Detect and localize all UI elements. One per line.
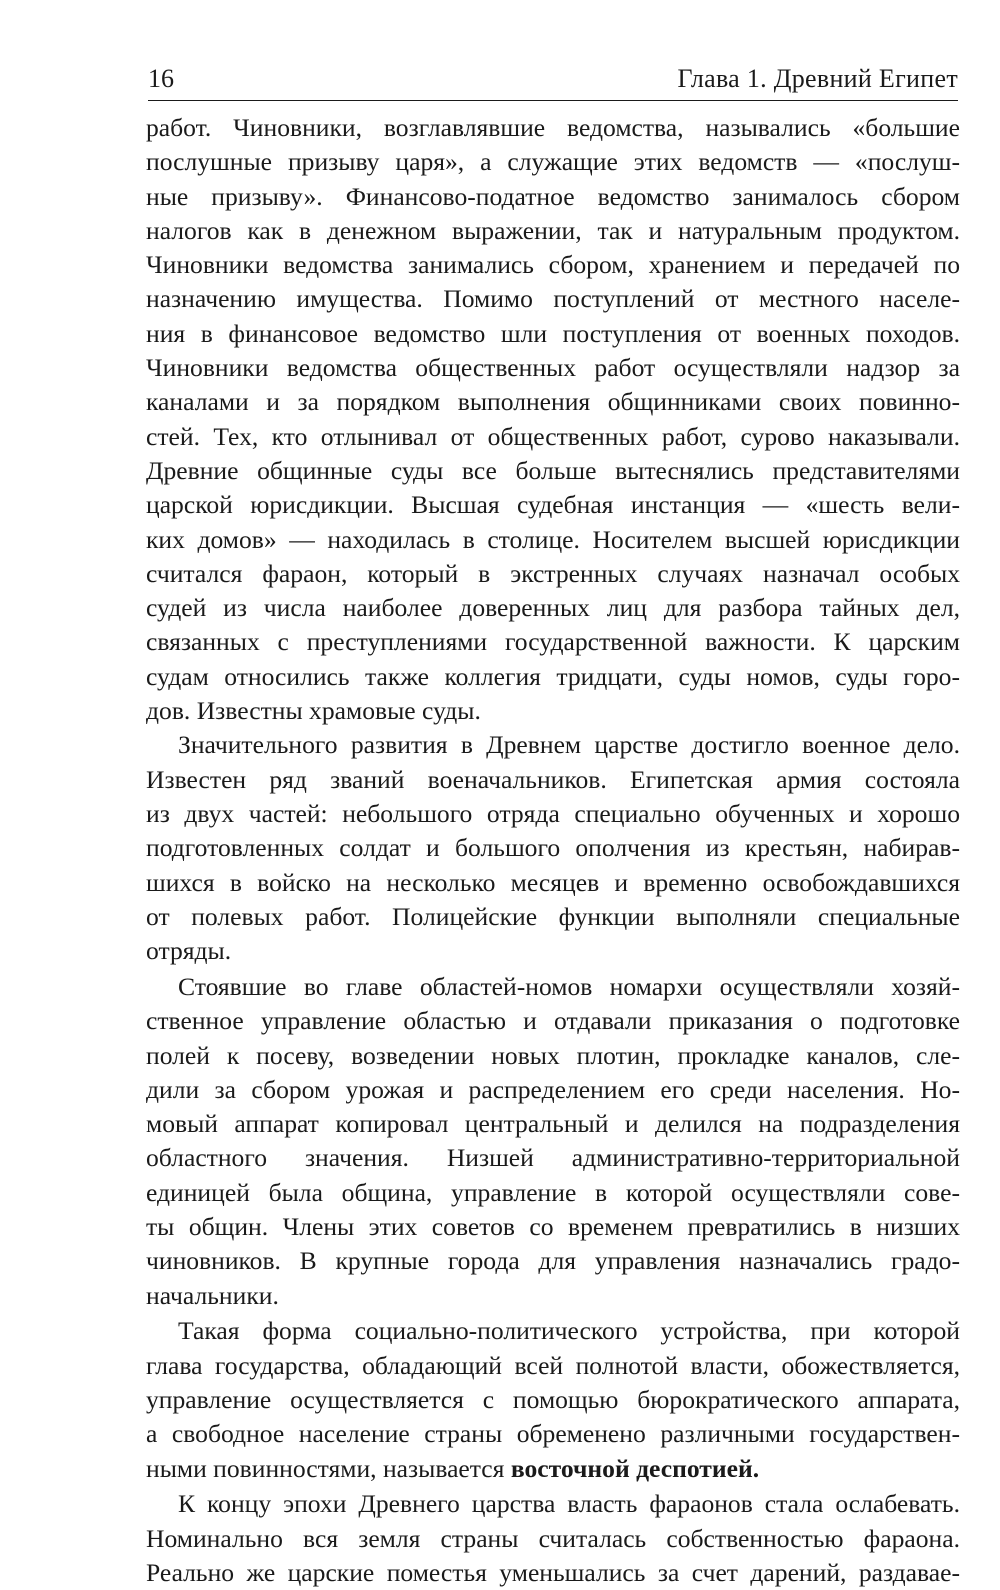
text-line: Номинально вся земля страны считалась собственностью фараона. [146,1523,960,1553]
text-line: считался фараон, который в экстренных случаях назначал особых [146,558,960,588]
paragraph-5 [146,1487,960,1590]
paragraph-2 [146,728,960,968]
highlighted-term: восточной деспотией [510,1453,753,1483]
text-line: назначению имущества. Помимо поступлений от местного населе- [146,284,960,314]
text-line: дили за сбором урожая и распределением его среди населения. Но- [146,1074,960,1104]
text-line: Стоявшие во главе областей-номов номархи осуществляли хозяй- [178,971,960,1001]
text-line: ких домов» — находилась в столице. Носителем высшей юрисдикции [146,524,960,554]
text-line: судам относились также коллегия тридцати, суды номов, суды горо- [146,661,960,691]
text-line: Чиновники ведомства занимались сбором, хранением и передачей по [146,250,960,280]
text-line: единицей была община, управление в которой осуществляли сове- [146,1177,960,1207]
text-line: послушные призыву царя», а служащие этих ведомств — «послуш- [146,147,960,177]
text-line: чиновников. В крупные города для управления назначались градо- [146,1246,960,1276]
text-line: ты общин. Члены этих советов со временем превратились в низших [146,1212,960,1241]
text-line: отряды. [146,936,232,966]
text-line: Значительного развития в Древнем царстве достигло военное дело. [178,730,960,760]
text-line: К концу эпохи Древнего царства власть фараонов стала ослабевать. [178,1489,960,1519]
text-line: работ. Чиновники, возглавлявшие ведомства, назывались «большие [146,113,960,142]
text-line: Известен ряд званий военачальников. Египетская армия состояла [146,764,960,794]
paragraph-3 [146,970,960,1313]
text-fragment: ными повинностями, называется [146,1453,511,1483]
text-line: ственное управление областью и отдавали приказания о подготовке [146,1006,960,1036]
running-header [148,60,958,101]
text-line: областного значения. Низшей административно-территориальной [146,1143,960,1173]
page-number: 16 [148,64,174,93]
text-line: ния в финансовое ведомство шли поступления от военных походов. [146,318,960,348]
paragraph-4 [146,1314,960,1485]
text-line: от полевых работ. Полицейские функции выполняли специальные [146,901,960,931]
body-text [146,111,960,1590]
text-line: Древние общинные суды все больше вытеснялись представителями [146,455,960,485]
text-line: каналами и за порядком выполнения общинниками своих повинно- [146,387,960,417]
paragraph-1 [146,111,960,728]
text-line: связанных с преступлениями государственной важности. К царским [146,627,960,657]
text-line: Такая форма социально-политического устройства, при которой [178,1316,960,1346]
text-line: глава государства, обладающий всей полнотой власти, обожествляется, [146,1350,960,1380]
text-line: мовый аппарат копировал центральный и делился на подразделения [146,1109,960,1139]
text-line: царской юрисдикции. Высшая судебная инстанция — «шесть вели- [146,490,960,520]
text-line: шихся в войско на несколько месяцев и временно освобождавшихся [146,867,960,897]
text-line: стей. Тех, кто отлынивал от общественных работ, сурово наказывали. [146,421,960,451]
text-line: Чиновники ведомства общественных работ осуществляли надзор за [146,353,960,383]
chapter-title: Глава 1. Древний Египет [677,64,958,93]
text-fragment: . [752,1453,760,1483]
text-line: управление осуществляется с помощью бюрократического аппарата, [146,1384,960,1414]
text-line: налогов как в денежном выражении, так и натуральным продуктом. [146,215,960,245]
text-line: дов. Известны храмовые суды. [146,696,481,726]
text-line: из двух частей: небольшого отряда специально обученных и хорошо [146,798,960,828]
text-line: судей из числа наиболее доверенных лиц для разбора тайных дел, [146,593,960,623]
text-line: начальники. [146,1280,279,1310]
text-line: а свободное население страны обременено различными государствен- [146,1419,960,1449]
text-line: подготовленных солдат и большого ополчения из крестьян, набирав- [146,833,960,863]
text-line: ные призыву». Финансово-податное ведомство занималось сбором [146,181,960,211]
text-line: Реально же царские поместья уменьшались за счет дарений, раздавае- [146,1557,960,1587]
text-line: полей к посеву, возведении новых плотин, прокладке каналов, сле- [146,1040,960,1070]
